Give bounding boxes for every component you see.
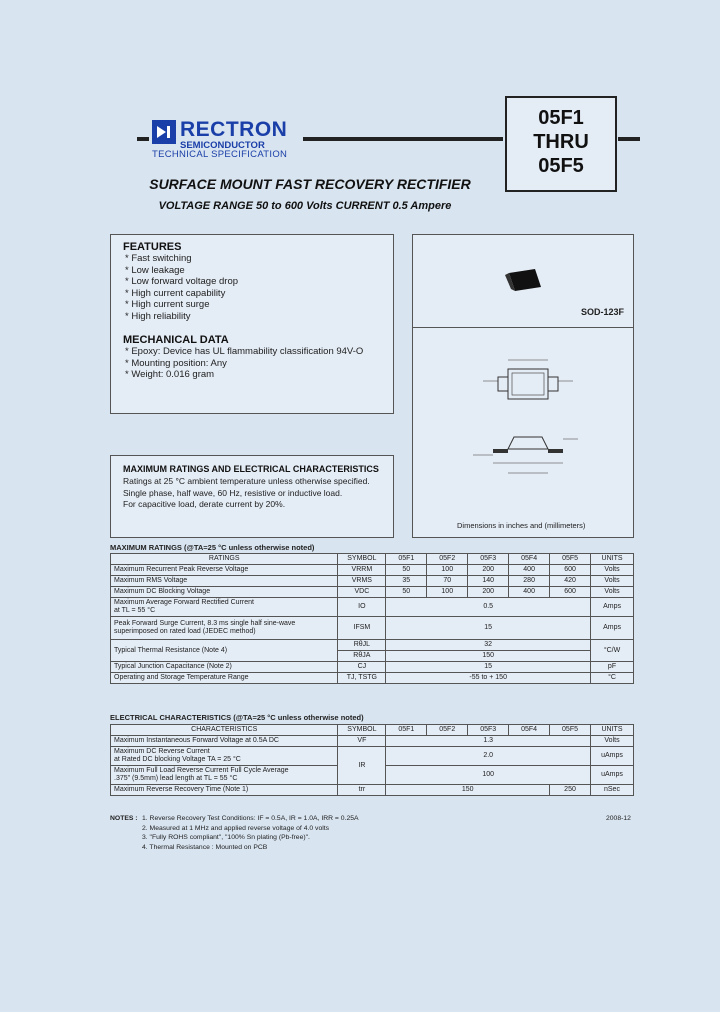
table-cell: 32	[386, 640, 591, 651]
package-panel	[412, 234, 634, 538]
table-cell	[111, 747, 338, 766]
rectron-logo	[152, 118, 302, 160]
table-cell: -55 to + 150	[386, 673, 591, 684]
feature-item: * Low forward voltage drop	[125, 276, 239, 287]
header-rule-mid	[303, 137, 503, 141]
table-cell: 1.3	[386, 736, 591, 747]
table-cell: 200	[468, 587, 509, 598]
table-cell: 280	[509, 576, 550, 587]
ratings-line: Ratings at 25 °C ambient temperature unless otherwise specified.	[123, 476, 370, 486]
table-row	[111, 576, 634, 587]
table-row	[111, 785, 634, 796]
notes-list	[142, 814, 359, 852]
part-line-2: THRU	[533, 131, 589, 153]
table-cell: 200	[468, 565, 509, 576]
table-cell: VDC	[338, 587, 386, 598]
table-cell: 15	[386, 662, 591, 673]
table-cell: 15	[386, 617, 591, 640]
table-cell: 100	[427, 565, 468, 576]
table-cell: 250	[550, 785, 591, 796]
ratings-panel	[110, 455, 394, 538]
table-cell: Maximum Recurrent Peak Reverse Voltage	[111, 565, 338, 576]
table-cell: Volts	[590, 736, 633, 747]
table-cell: nSec	[590, 785, 633, 796]
table-cell: 420	[550, 576, 591, 587]
table-cell: VRMS	[338, 576, 386, 587]
table-cell: Volts	[591, 587, 634, 598]
ratings-heading: MAXIMUM RATINGS AND ELECTRICAL CHARACTERISTICS	[123, 464, 379, 474]
table-row	[111, 736, 634, 747]
table-header: SYMBOL	[338, 725, 386, 736]
rectron-logo-icon	[152, 120, 176, 144]
table-cell: 2.0	[386, 747, 591, 766]
table-cell: 150	[386, 785, 550, 796]
table-cell: 400	[509, 565, 550, 576]
table-cell: VF	[338, 736, 386, 747]
table-cell	[111, 598, 338, 617]
table-cell: Typical Thermal Resistance (Note 4)	[111, 640, 338, 662]
table-header: 05F3	[468, 725, 509, 736]
ratings-line: For capacitive load, derate current by 20%.	[123, 499, 286, 509]
features-heading: FEATURES	[123, 241, 182, 253]
table-header: 05F5	[550, 554, 591, 565]
table-cell: Maximum Instantaneous Forward Voltage at 0.5A DC	[111, 736, 338, 747]
table-cell: °C/W	[591, 640, 634, 662]
table-cell: 400	[509, 587, 550, 598]
feature-item: * Low leakage	[125, 264, 185, 276]
table-cell: IO	[338, 598, 386, 617]
elec-char-table	[110, 724, 634, 796]
notes-date: 2008-12	[606, 815, 631, 822]
cell-line: .375" (9.5mm) lead length at TL = 55 °C	[114, 775, 238, 782]
cell-line: Peak Forward Surge Current, 8.3 ms single half sine-wave	[114, 620, 296, 627]
table-cell: uAmps	[590, 766, 633, 785]
table-row	[111, 747, 634, 766]
mechanical-item: * Epoxy: Device has UL flammability classification 94V-O	[125, 346, 364, 357]
part-line-1: 05F1	[538, 107, 584, 129]
mechanical-heading: MECHANICAL DATA	[123, 334, 229, 346]
table-cell: 150	[386, 651, 591, 662]
cell-line: superimposed on rated load (JEDEC method)	[114, 628, 256, 635]
table-cell: Maximum Reverse Recovery Time (Note 1)	[111, 785, 338, 796]
brand-name: RECTRON	[180, 118, 288, 141]
max-ratings-label: MAXIMUM RATINGS (@TA=25 °C unless otherwise noted)	[110, 543, 315, 552]
table-header: 05F2	[427, 554, 468, 565]
table-row	[111, 640, 634, 651]
document-title: SURFACE MOUNT FAST RECOVERY RECTIFIER	[149, 176, 471, 192]
dimensions-note: Dimensions in inches and (millimeters)	[457, 521, 586, 530]
table-cell: Maximum DC Blocking Voltage	[111, 587, 338, 598]
table-header: UNITS	[591, 554, 634, 565]
table-header: 05F4	[509, 725, 550, 736]
header-rule-left	[137, 137, 149, 141]
package-outline-icon	[413, 235, 633, 537]
cell-line: Maximum Full Load Reverse Current Full Cycle Average	[114, 767, 289, 774]
document-subtitle: VOLTAGE RANGE 50 to 600 Volts CURRENT 0.5 Ampere	[158, 200, 452, 212]
feature-item: * High reliability	[125, 310, 191, 322]
table-cell: °C	[591, 673, 634, 684]
table-cell: 140	[468, 576, 509, 587]
table-row	[111, 554, 634, 565]
table-cell: TJ, TSTG	[338, 673, 386, 684]
table-cell: 50	[386, 565, 427, 576]
cell-line: Maximum DC Reverse Current	[114, 748, 210, 755]
max-ratings-table	[110, 553, 634, 684]
table-row	[111, 662, 634, 673]
table-header: SYMBOL	[338, 554, 386, 565]
brand-sub: SEMICONDUCTOR	[180, 140, 265, 151]
table-row	[111, 617, 634, 640]
table-cell	[111, 766, 338, 785]
cell-line: at Rated DC blocking Voltage TA = 25 °C	[114, 756, 241, 763]
table-cell: RθJL	[338, 640, 386, 651]
table-cell: Volts	[591, 576, 634, 587]
table-cell: 600	[550, 587, 591, 598]
table-cell: 0.5	[386, 598, 591, 617]
table-header: 05F1	[386, 725, 427, 736]
table-header: RATINGS	[111, 554, 338, 565]
notes-label: NOTES :	[110, 815, 138, 822]
package-name: SOD-123F	[581, 307, 625, 317]
header-rule-right	[618, 137, 640, 141]
mechanical-item: * Weight: 0.016 gram	[125, 369, 215, 380]
cell-line: at TL = 55 °C	[114, 607, 156, 614]
table-cell: Typical Junction Capacitance (Note 2)	[111, 662, 338, 673]
table-cell	[111, 617, 338, 640]
table-cell: 50	[386, 587, 427, 598]
table-row	[111, 587, 634, 598]
feature-item: * High current capability	[125, 287, 226, 299]
table-cell: Maximum RMS Voltage	[111, 576, 338, 587]
table-row	[111, 598, 634, 617]
table-header: 05F1	[386, 554, 427, 565]
table-cell: 600	[550, 565, 591, 576]
note-item: 3. "Fully ROHS compliant", "100% Sn plating (Pb-free)".	[142, 834, 310, 841]
table-header: 05F4	[509, 554, 550, 565]
table-cell: Operating and Storage Temperature Range	[111, 673, 338, 684]
table-cell: VRRM	[338, 565, 386, 576]
cell-line: Maximum Average Forward Rectified Current	[114, 599, 254, 606]
table-header: UNITS	[590, 725, 633, 736]
table-cell: 100	[427, 587, 468, 598]
table-header: 05F5	[550, 725, 591, 736]
table-cell: Volts	[591, 565, 634, 576]
table-cell: IR	[338, 747, 386, 785]
table-cell: pF	[591, 662, 634, 673]
table-cell: CJ	[338, 662, 386, 673]
table-row	[111, 673, 634, 684]
ratings-line: Single phase, half wave, 60 Hz, resistive or inductive load.	[123, 487, 343, 498]
table-cell: RθJA	[338, 651, 386, 662]
table-header: 05F2	[427, 725, 468, 736]
table-cell: 35	[386, 576, 427, 587]
table-cell: uAmps	[590, 747, 633, 766]
table-row	[111, 565, 634, 576]
note-item: 1. Reverse Recovery Test Conditions: IF = 0.5A, IR = 1.0A, IRR = 0.25A	[142, 815, 359, 822]
feature-item: * High current surge	[125, 299, 210, 310]
feature-item: * Fast switching	[125, 253, 192, 264]
table-header: 05F3	[468, 554, 509, 565]
table-header: CHARACTERISTICS	[111, 725, 338, 736]
note-item: 4. Thermal Resistance : Mounted on PCB	[142, 843, 268, 851]
mechanical-item: * Mounting position: Any	[125, 357, 227, 369]
table-cell: IFSM	[338, 617, 386, 640]
table-cell: 70	[427, 576, 468, 587]
elec-char-label: ELECTRICAL CHARACTERISTICS (@TA=25 °C unless otherwise noted)	[110, 713, 364, 722]
table-cell: Amps	[591, 617, 634, 640]
brand-spec: TECHNICAL SPECIFICATION	[152, 149, 288, 160]
table-cell: trr	[338, 785, 386, 796]
table-cell: Amps	[591, 598, 634, 617]
part-line-3: 05F5	[538, 155, 584, 177]
table-cell: 100	[386, 766, 591, 785]
features-panel	[110, 234, 394, 414]
note-item: 2. Measured at 1 MHz and applied reverse voltage of 4.0 volts	[142, 824, 330, 832]
table-row	[111, 725, 634, 736]
